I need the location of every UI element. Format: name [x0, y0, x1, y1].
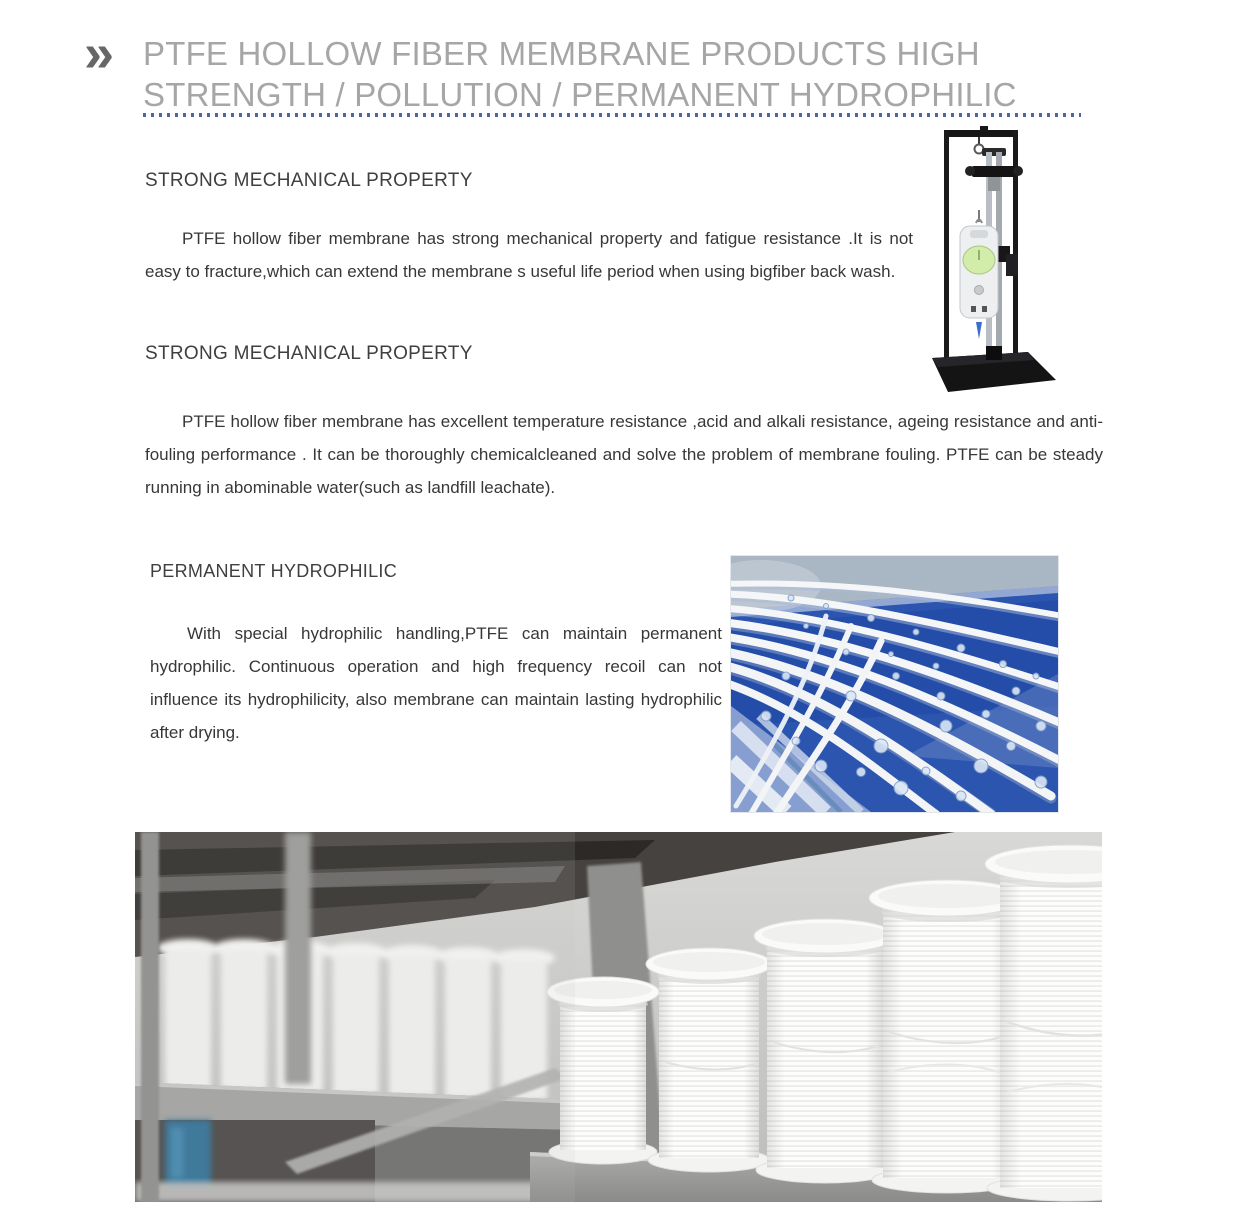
- section-heading: STRONG MECHANICAL PROPERTY: [145, 170, 473, 191]
- section-heading: PERMANENT HYDROPHILIC: [150, 561, 398, 581]
- section-body: PTFE hollow fiber membrane has excellent temperature resistance ,acid and alkali resistance, ageing resistance and anti-fouling performance . It can be thoroughly chemicalcleaned and solve the problem of membrane fouling. PTFE can be steady running in abominable water(such as landfill leachate).: [145, 412, 1103, 497]
- page-title-line1: PTFE HOLLOW FIBER MEMBRANE PRODUCTS HIGH: [143, 35, 980, 72]
- warehouse-drawing: [135, 832, 1102, 1202]
- section-permanent-hydrophilic: [150, 561, 722, 749]
- page-title: [143, 33, 1103, 115]
- fibers-drawing: [731, 556, 1058, 812]
- hydrophilic-fibers-droplets-photo: [731, 556, 1058, 812]
- double-chevron-icon: »: [84, 23, 115, 83]
- section-body: With special hydrophilic handling,PTFE can maintain permanent hydrophilic. Continuous operation and high frequency recoil can not influence its hydrophilicity, also membrane can maintain lasting hydrophilic after drying.: [150, 624, 722, 742]
- depth-blur-veil: [135, 832, 575, 1202]
- page-title-line2: STRENGTH / POLLUTION / PERMANENT HYDROPHILIC: [143, 76, 1017, 113]
- section-strong-mechanical-1: [145, 170, 913, 288]
- tester-base: [932, 346, 1056, 392]
- force-gauge: [960, 210, 998, 339]
- tensile-force-tester-drawing: [930, 126, 1058, 404]
- fiber-spool-warehouse-photo: [135, 832, 1102, 1202]
- gauge-probe-tip: [976, 322, 982, 339]
- section-heading: STRONG MECHANICAL PROPERTY: [145, 343, 473, 364]
- section-body: PTFE hollow fiber membrane has strong mechanical property and fatigue resistance .It is not easy to fracture,which can extend the membrane s useful life period when using bigfiber back wash.: [145, 229, 913, 281]
- dotted-divider: [143, 113, 1081, 117]
- tensile-force-tester-photo: [930, 126, 1058, 404]
